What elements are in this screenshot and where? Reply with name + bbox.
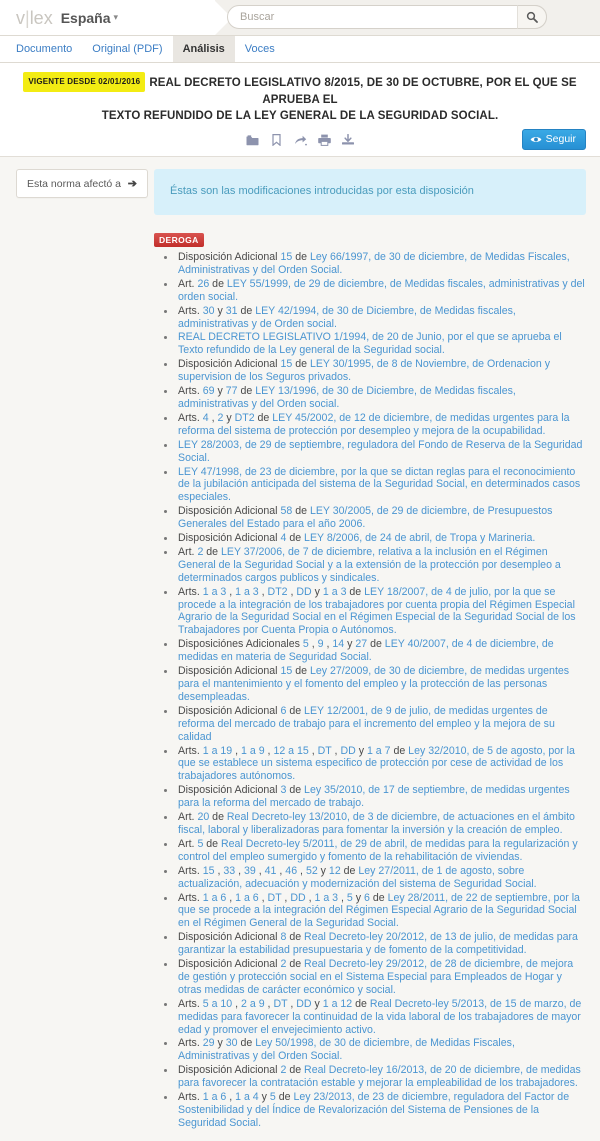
item-article-ref[interactable]: 6 — [363, 891, 370, 904]
item-article-ref[interactable]: 15 — [280, 358, 293, 371]
item-norm-link[interactable]: Real Decreto-ley 20/2012, de 13 de julio, de medidas para garantizar la estabilidad presupuestaria y de fomento de la competitividad. — [178, 931, 578, 957]
list-item — [176, 412, 586, 438]
item-prefix: Art. — [178, 545, 198, 558]
item-joiner: , — [287, 997, 297, 1010]
item-prefix: Arts. — [178, 744, 203, 757]
list-item — [176, 358, 586, 384]
item-article-ref[interactable]: 77 — [225, 385, 238, 398]
item-norm-link[interactable]: LEY 42/1994, de 30 de Diciembre, de Medidas fiscales, administrativas y de Orden social. — [178, 304, 516, 330]
item-norm-link[interactable]: Ley 23/2013, de 23 de diciembre, reguladora del Factor de Sostenibilidad y del Índice de Revalorización del Sistema de Pensiones de la Seguridad Social. — [178, 1091, 570, 1129]
item-article-ref[interactable]: 8 — [280, 931, 287, 944]
item-article-ref[interactable]: 1 a 6 — [202, 891, 227, 904]
item-article-ref[interactable]: 27 — [355, 638, 368, 651]
item-joiner: y — [258, 1091, 270, 1104]
list-item — [176, 784, 586, 810]
item-joiner: , — [323, 638, 333, 651]
item-article-ref[interactable]: 2 — [280, 958, 287, 971]
item-joiner: , — [276, 864, 286, 877]
download-icon[interactable] — [342, 134, 355, 147]
item-article-ref[interactable]: 1 a 6 — [202, 1091, 227, 1104]
print-icon[interactable] — [318, 134, 331, 147]
item-norm-link[interactable]: Real Decreto-ley 5/2013, de 15 de marzo, de medidas para favorecer la continuidad de la vida laboral de los trabajadores de mayor edad y promover el envejecimiento activo. — [178, 997, 582, 1036]
item-prefix: Art. — [178, 837, 198, 850]
item-article-ref[interactable]: 1 a 19 — [202, 744, 233, 757]
affected-norms-list — [154, 251, 586, 1130]
item-article-ref[interactable]: 33 — [223, 864, 236, 877]
item-joiner: , — [214, 864, 224, 877]
list-item — [176, 532, 586, 545]
item-joiner: , — [232, 997, 242, 1010]
item-article-ref[interactable]: 5 — [346, 891, 353, 904]
item-norm-link[interactable]: LEY 13/1996, de 30 de Diciembre, de Medidas fiscales, administrativas y del Orden social. — [178, 385, 516, 410]
item-norm-link[interactable]: Real Decreto-ley 29/2012, de 28 de diciembre, de mejora de gestión y protección social en el Sistema Especial para Empleados de Hogar y otras medidas de carácter económico y social. — [178, 958, 574, 996]
list-item — [176, 998, 586, 1037]
item-connector: de — [286, 958, 305, 971]
item-norm-link[interactable]: LEY 55/1999, de 29 de diciembre, de Medidas fiscales, administrativas y del orden social. — [178, 277, 585, 303]
share-icon[interactable] — [294, 134, 307, 147]
item-prefix: Arts. — [178, 411, 203, 424]
item-connector: de — [286, 532, 305, 545]
item-joiner: , — [226, 585, 236, 598]
sidebar — [0, 169, 148, 1141]
item-article-ref[interactable]: 15 — [202, 864, 215, 877]
item-joiner: , — [208, 411, 218, 424]
tab-documento[interactable]: Documento — [16, 43, 73, 55]
item-article-ref[interactable]: 6 — [280, 704, 287, 717]
item-connector: de — [390, 744, 409, 757]
item-connector: de — [369, 891, 388, 904]
item-prefix: Arts. — [178, 1037, 203, 1050]
item-article-ref[interactable]: 5 — [269, 1091, 276, 1104]
country-selector-label[interactable]: España — [60, 9, 111, 26]
item-joiner: , — [287, 585, 297, 598]
item-article-ref[interactable]: 20 — [197, 811, 210, 824]
list-item — [176, 439, 586, 465]
list-item — [176, 1064, 586, 1090]
item-article-ref[interactable]: 1 a 9 — [241, 744, 265, 757]
item-article-ref[interactable]: 30 — [225, 1037, 238, 1050]
item-article-ref[interactable]: 1 a 3 — [202, 585, 227, 598]
search-button[interactable] — [517, 5, 547, 29]
item-article-ref[interactable]: 2 — [217, 411, 224, 424]
item-norm-link[interactable]: LEY 18/2007, de 4 de julio, por la que se procede a la integración de los trabajadores por cuenta propia del Régimen Especial Agrario de la Seguridad Social en el Régimen Especial de la Seguridad Social de los Trabajadores por Cuenta Propia o Autónomos. — [178, 585, 576, 637]
list-item — [176, 586, 586, 638]
item-article-ref[interactable]: 58 — [280, 505, 293, 518]
item-prefix: Arts. — [178, 385, 203, 398]
item-joiner: , — [308, 744, 318, 757]
item-article-ref[interactable]: DD — [296, 997, 312, 1010]
page-title-line1: REAL DECRETO LEGISLATIVO 8/2015, DE 30 DE OCTUBRE, POR EL QUE SE APRUEBA EL — [149, 77, 577, 106]
item-norm-link[interactable]: Real Decreto-ley 16/2013, de 20 de diciembre, de medidas para favorecer la contratación estable y mejorar la empleabilidad de los trabajadores. — [178, 1064, 581, 1090]
item-prefix: Disposición Adicional — [178, 251, 281, 263]
item-joiner: , — [308, 638, 318, 651]
page-title-line2: TEXTO REFUNDIDO DE LA LEY GENERAL DE LA SEGURIDAD SOCIAL. — [101, 110, 499, 122]
item-prefix: Arts. — [178, 997, 203, 1010]
item-article-ref[interactable]: 26 — [197, 277, 210, 290]
item-article-ref[interactable]: 1 a 6 — [235, 891, 259, 904]
item-connector: de — [292, 665, 310, 678]
item-prefix: Disposición Adicional — [178, 505, 281, 518]
list-item — [176, 278, 586, 304]
item-joiner: , — [338, 891, 347, 904]
item-connector: de — [237, 385, 256, 398]
item-norm-link[interactable]: Ley 66/1997, de 30 de diciembre, de Medidas Fiscales, Administrativas y del Orden Social. — [178, 251, 570, 276]
item-norm-link[interactable]: Ley 28/2011, de 22 de septiembre, por la que se procede a la integración del Régimen Especial Agrario de la Seguridad Social en el Régimen General de la Seguridad Social. — [178, 891, 580, 930]
item-joiner: , — [232, 744, 242, 757]
item-prefix: Art. — [178, 811, 198, 824]
list-item — [176, 1091, 586, 1130]
page-title — [14, 72, 586, 108]
item-article-ref[interactable]: DT2 — [234, 411, 255, 424]
item-connector: de — [237, 1037, 256, 1050]
item-connector: de — [203, 545, 222, 558]
list-item — [176, 505, 586, 531]
item-article-ref[interactable]: DD — [340, 744, 356, 757]
list-item — [176, 305, 586, 331]
item-norm-link[interactable]: REAL DECRETO LEGISLATIVO 1/1994, de 20 de Junio, por el que se aprueba el Texto refundido de la Ley general de la Seguridad social. — [178, 331, 562, 357]
list-item — [176, 931, 586, 957]
item-norm-link[interactable]: Ley 27/2011, de 1 de agosto, sobre actualización, adecuación y modernización del sistema de Seguridad Social. — [178, 864, 537, 890]
item-article-ref[interactable]: 31 — [225, 304, 238, 317]
item-joiner: , — [264, 997, 274, 1010]
list-item — [176, 865, 586, 891]
item-connector: de — [286, 1064, 305, 1077]
item-article-ref[interactable]: 5 — [302, 638, 309, 651]
item-article-ref[interactable]: DT — [267, 891, 282, 904]
list-item — [176, 958, 586, 997]
sidebar-item-label: Esta norma afectó a — [27, 177, 121, 190]
status-badge: VIGENTE DESDE 02/01/2016 — [23, 72, 145, 92]
item-article-ref[interactable]: DD — [290, 891, 306, 904]
list-item — [176, 665, 586, 704]
tab-voces[interactable]: Voces — [244, 43, 275, 55]
item-article-ref[interactable]: 41 — [264, 864, 277, 877]
item-joiner: y — [214, 304, 226, 317]
item-connector: de — [292, 358, 310, 371]
item-article-ref[interactable]: 1 a 3 — [314, 891, 339, 904]
item-connector: de — [209, 811, 227, 824]
item-joiner: y — [352, 891, 364, 904]
item-joiner: y — [214, 385, 226, 398]
item-joiner: , — [281, 891, 291, 904]
info-banner: Éstas son las modificaciones introducidas por esta disposición — [154, 169, 586, 215]
item-norm-link[interactable]: LEY 40/2007, de 4 de diciembre, de medidas en materia de Seguridad Social. — [178, 638, 554, 664]
follow-button[interactable] — [522, 129, 586, 150]
list-item — [176, 385, 586, 411]
item-article-ref[interactable]: 1 a 3 — [235, 585, 259, 598]
item-norm-link[interactable]: LEY 8/2006, de 24 de abril, de Tropa y Marineria. — [304, 532, 536, 545]
item-prefix: Arts. — [178, 585, 203, 598]
item-norm-link[interactable]: LEY 28/2003, de 29 de septiembre, reguladora del Fondo de Reserva de la Seguridad Social. — [178, 438, 583, 464]
list-item — [176, 745, 586, 784]
item-article-ref[interactable]: 1 a 4 — [235, 1091, 259, 1104]
item-article-ref[interactable]: 5 a 10 — [202, 997, 233, 1010]
search-input[interactable] — [227, 5, 547, 29]
main-panel — [148, 169, 600, 1141]
item-prefix: Arts. — [178, 1091, 203, 1104]
item-joiner: y — [223, 411, 235, 424]
tab-analisis[interactable]: Análisis — [173, 36, 235, 62]
item-joiner: , — [226, 891, 236, 904]
item-prefix: Arts. — [178, 891, 203, 904]
list-item — [176, 1037, 586, 1063]
item-connector: de — [286, 931, 305, 944]
document-title-block — [0, 63, 600, 157]
item-norm-link[interactable]: Ley 35/2010, de 17 de septiembre, de medidas urgentes para la reforma del mercado de trabajo. — [178, 784, 570, 810]
item-article-ref[interactable]: DT — [317, 744, 332, 757]
item-article-ref[interactable]: 3 — [280, 784, 287, 797]
item-norm-link[interactable]: Ley 32/2010, de 5 de agosto, por la que se establece un sistema especifico de protección por cese de actividad de los trabajadores autónomos. — [178, 744, 575, 783]
item-joiner: y — [355, 744, 367, 757]
item-connector: de — [352, 997, 370, 1010]
list-item — [176, 251, 586, 277]
item-connector: de — [340, 864, 359, 877]
item-article-ref[interactable]: 2 — [280, 1064, 287, 1077]
item-joiner: , — [264, 744, 274, 757]
item-article-ref[interactable]: 14 — [332, 638, 345, 651]
item-article-ref[interactable]: 39 — [244, 864, 256, 877]
content-area — [0, 157, 600, 1141]
tab-bar — [0, 36, 600, 63]
vlex-logo[interactable]: v|lex — [16, 7, 53, 28]
chevron-down-icon[interactable]: ▾ — [113, 12, 119, 22]
item-prefix: Disposición Adicional — [178, 665, 281, 678]
list-item — [176, 892, 586, 931]
item-article-ref[interactable]: 5 — [197, 837, 204, 850]
item-prefix: Disposiciónes Adicionales — [178, 638, 303, 651]
brand-area — [0, 0, 215, 35]
item-connector: de — [367, 638, 385, 651]
item-joiner: , — [305, 891, 315, 904]
item-article-ref[interactable]: 12 — [328, 864, 341, 877]
bookmark-icon[interactable] — [270, 134, 283, 147]
item-article-ref[interactable]: 2 a 9 — [241, 997, 265, 1010]
list-item — [176, 638, 586, 664]
item-norm-link[interactable]: Real Decreto-ley 13/2010, de 3 de diciembre, de actuaciones en el ámbito fiscal, laboral y liberalizadoras para fomentar la inversión y la creación de empleo. — [178, 811, 575, 836]
list-item — [176, 705, 586, 744]
item-norm-link[interactable]: LEY 30/1995, de 8 de Noviembre, de Ordenacion y supervision de los Seguros privados. — [178, 358, 551, 384]
item-prefix: Disposición Adicional — [178, 1064, 281, 1077]
list-item — [176, 331, 586, 357]
item-connector: de — [286, 784, 305, 797]
tab-original-pdf[interactable]: Original (PDF) — [92, 43, 163, 55]
item-article-ref[interactable]: 4 — [280, 532, 287, 545]
item-article-ref[interactable]: DT2 — [267, 585, 288, 598]
item-connector: de — [346, 585, 365, 598]
item-joiner: , — [235, 864, 245, 877]
item-article-ref[interactable]: DT — [273, 997, 288, 1010]
follow-button-label: Seguir — [545, 133, 576, 145]
item-article-ref[interactable]: 1 a 7 — [366, 744, 391, 757]
item-joiner: , — [258, 891, 268, 904]
search-icon — [526, 11, 538, 23]
document-toolbar — [14, 130, 586, 150]
item-joiner: , — [258, 585, 268, 598]
item-joiner: y — [311, 585, 323, 598]
item-prefix: Disposición Adicional — [178, 958, 281, 971]
arrow-right-icon: ➔ — [127, 178, 137, 190]
item-article-ref[interactable]: 4 — [202, 411, 209, 424]
item-article-ref[interactable]: 15 — [280, 665, 293, 678]
item-prefix: Disposición Adicional — [178, 784, 281, 797]
item-joiner: y — [317, 864, 329, 877]
list-item — [176, 811, 586, 837]
item-joiner: , — [297, 864, 306, 877]
item-joiner: y — [311, 997, 323, 1010]
item-article-ref[interactable]: 69 — [202, 385, 215, 398]
item-article-ref[interactable]: 30 — [202, 304, 215, 317]
sidebar-item-esta-norma-afecto-a[interactable] — [16, 169, 148, 198]
list-item — [176, 546, 586, 585]
item-norm-link[interactable]: LEY 12/2001, de 9 de julio, de medidas urgentes de reforma del mercado de trabajo para el incremento del empleo y la mejora de su calidad — [178, 704, 555, 743]
item-connector: de — [292, 251, 310, 263]
item-prefix: Disposición Adicional — [178, 532, 281, 545]
item-prefix: Art. — [178, 277, 198, 290]
item-connector: de — [254, 411, 273, 424]
folder-icon[interactable] — [246, 134, 259, 147]
search-area — [227, 5, 547, 29]
item-article-ref[interactable]: 29 — [202, 1037, 215, 1050]
item-article-ref[interactable]: 12 a 15 — [273, 744, 309, 757]
item-joiner: y — [214, 1037, 226, 1050]
item-connector: de — [286, 704, 305, 717]
item-norm-link[interactable]: Ley 27/2009, de 30 de diciembre, de medidas urgentes para el mantenimiento y el fomento del empleo y la protección de las personas desempleadas. — [178, 665, 570, 703]
item-article-ref[interactable]: 52 — [305, 864, 318, 877]
item-prefix: Arts. — [178, 304, 203, 317]
deroga-section — [154, 215, 586, 1130]
item-connector: de — [209, 277, 227, 290]
item-norm-link[interactable]: Ley 50/1998, de 30 de diciembre, de Medidas Fiscales, Administrativas y del Orden Social. — [178, 1037, 515, 1063]
item-connector: de — [275, 1091, 294, 1104]
item-joiner: y — [344, 638, 356, 651]
item-norm-link[interactable]: LEY 47/1998, de 23 de diciembre, por la que se dictan reglas para el reconocimiento de la jubilación anticipada del sistema de la Seguridad Social, en determinados casos especiales. — [178, 465, 581, 504]
item-prefix: Arts. — [178, 864, 203, 877]
item-norm-link[interactable]: LEY 30/2005, de 29 de diciembre, de Presupuestos Generales del Estado para el año 2006. — [178, 505, 553, 531]
item-article-ref[interactable]: 9 — [317, 638, 324, 651]
item-prefix: Disposición Adicional — [178, 358, 281, 371]
item-joiner: , — [331, 744, 341, 757]
item-norm-link[interactable]: Real Decreto-ley 5/2011, de 29 de abril, de medidas para la regularización y control del empleo sumergido y fomento de la rehabilitación de viviendas. — [178, 837, 578, 863]
item-norm-link[interactable]: LEY 37/2006, de 7 de diciembre, relativa a la inclusión en el Régimen General de la Seguridad Social y a la extensión de la protección por desempleo a determinados cargos publicos y sindicales. — [178, 545, 561, 584]
item-prefix: Disposición Adicional — [178, 931, 281, 944]
top-bar — [0, 0, 600, 36]
item-connector: de — [292, 505, 310, 518]
item-joiner: , — [255, 864, 265, 877]
item-article-ref[interactable]: 1 a 3 — [322, 585, 347, 598]
item-article-ref[interactable]: 1 a 12 — [322, 997, 353, 1010]
item-prefix: Disposición Adicional — [178, 704, 281, 717]
item-norm-link[interactable]: LEY 45/2002, de 12 de diciembre, de medidas urgentes para la reforma del sistema de protección por desempleo y mejora de la ocupabilidad. — [178, 411, 570, 437]
item-article-ref[interactable]: 2 — [197, 545, 204, 558]
list-item — [176, 466, 586, 505]
item-connector: de — [237, 304, 256, 317]
eye-icon — [530, 135, 542, 144]
item-article-ref[interactable]: 15 — [280, 251, 293, 263]
list-item — [176, 838, 586, 864]
item-article-ref[interactable]: DD — [296, 585, 312, 598]
section-badge-deroga: DEROGA — [154, 233, 204, 247]
item-joiner: , — [226, 1091, 236, 1104]
item-article-ref[interactable]: 46 — [285, 864, 298, 877]
item-connector: de — [203, 837, 222, 850]
